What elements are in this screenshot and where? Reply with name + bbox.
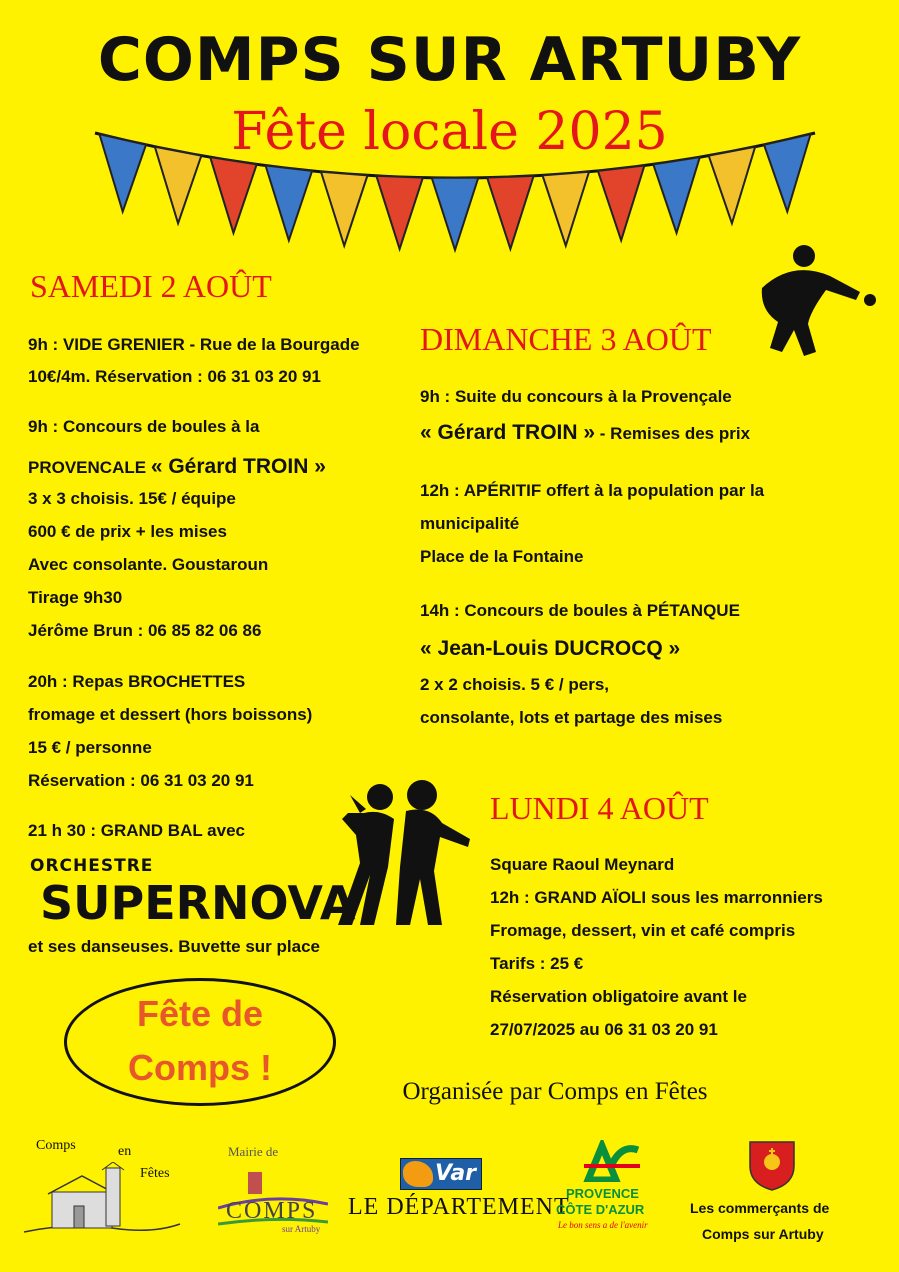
ca-line1: PROVENCE xyxy=(566,1186,639,1201)
sat-line-2: 10€/4m. Réservation : 06 31 03 20 91 xyxy=(28,367,321,386)
bunting-flag xyxy=(99,134,146,212)
sat-line-3: 9h : Concours de boules à la xyxy=(28,417,260,436)
fete-badge-line1: Fête de xyxy=(136,993,264,1034)
bunting-flag xyxy=(764,134,811,212)
mon-line-1: Square Raoul Meynard xyxy=(490,855,675,874)
coat-of-arms-icon xyxy=(748,1140,796,1192)
credit-agricole-logo xyxy=(552,1140,672,1240)
bunting-flag xyxy=(709,147,756,224)
sunday-heading: DIMANCHE 3 AOÛT xyxy=(420,321,712,357)
sun-line-4: municipalité xyxy=(420,514,520,533)
sat-gerard-troin: « Gérard TROIN » xyxy=(150,455,326,478)
cef-word-2: en xyxy=(118,1144,132,1159)
sat-line-11: fromage et dessert (hors boissons) xyxy=(28,705,313,724)
sun-line-5: Place de la Fontaine xyxy=(420,547,584,566)
sun-line-1: 9h : Suite du concours à la Provençale xyxy=(420,387,732,406)
mon-line-5: Réservation obligatoire avant le xyxy=(490,987,747,1006)
var-badge xyxy=(400,1158,482,1190)
petanque-player-icon xyxy=(752,240,882,360)
ca-slogan: Le bon sens a de l'avenir xyxy=(558,1220,648,1230)
comps-en-fetes-logo xyxy=(22,1132,192,1242)
sun-line-2 xyxy=(420,422,750,443)
sat-line-9: Jérôme Brun : 06 85 82 06 86 xyxy=(28,621,262,640)
sun-line-8: 2 x 2 choisis. 5 € / pers, xyxy=(420,675,609,694)
mon-line-3: Fromage, dessert, vin et café compris xyxy=(490,921,796,940)
sat-line-4 xyxy=(28,456,326,477)
commercants-line1: Les commerçants de xyxy=(690,1200,830,1216)
bunting-flag xyxy=(653,157,700,233)
var-departement-logo xyxy=(344,1156,570,1226)
sat-line-1: 9h : VIDE GRENIER - Rue de la Bourgade xyxy=(28,335,360,354)
bunting-flag xyxy=(487,176,534,249)
monday-heading: LUNDI 4 AOÛT xyxy=(490,790,709,826)
organised-by: Organisée par Comps en Fêtes xyxy=(402,1078,708,1105)
mairie-logo xyxy=(212,1140,332,1240)
mon-line-4: Tarifs : 25 € xyxy=(490,954,584,973)
poster-title: COMPS SUR ARTUBY xyxy=(97,25,802,95)
sat-line-5: 3 x 3 choisis. 15€ / équipe xyxy=(28,489,236,508)
bunting-flag xyxy=(543,172,590,246)
var-departement-text: LE DÉPARTEMENT xyxy=(348,1194,570,1220)
bunting-flag xyxy=(210,157,257,233)
sat-line-14: 21 h 30 : GRAND BAL avec xyxy=(28,821,245,840)
bunting-flags-icon xyxy=(90,128,820,278)
var-badge-text: Var xyxy=(435,1161,477,1186)
sat-line-12: 15 € / personne xyxy=(28,738,152,757)
bunting-flag xyxy=(155,147,202,224)
cef-word-1: Comps xyxy=(36,1138,76,1153)
sat-line-6: 600 € de prix + les mises xyxy=(28,522,227,541)
sat-line-7: Avec consolante. Goustaroun xyxy=(28,555,269,574)
poster-subtitle: Fête locale 2025 xyxy=(231,102,668,162)
orchestra-label: ORCHESTRE xyxy=(30,856,154,876)
mon-line-6: 27/07/2025 au 06 31 03 20 91 xyxy=(490,1020,718,1039)
sun-line-9: consolante, lots et partage des mises xyxy=(420,708,723,727)
sun-remises: - Remises des prix xyxy=(595,424,751,443)
ca-line2: CÔTE D'AZUR xyxy=(556,1202,645,1217)
mairie-line1: Mairie de xyxy=(228,1144,279,1159)
credit-agricole-icon xyxy=(582,1140,642,1182)
sun-line-7: « Jean-Louis DUCROCQ » xyxy=(420,637,681,660)
bunting-flag xyxy=(376,176,423,249)
sat-line-10: 20h : Repas BROCHETTES xyxy=(28,672,246,691)
commercants-line2: Comps sur Artuby xyxy=(702,1226,824,1242)
bunting-flag xyxy=(321,172,368,246)
mon-line-2: 12h : GRAND AÏOLI sous les marronniers xyxy=(490,888,823,907)
mairie-line3: sur Artuby xyxy=(282,1224,321,1234)
fete-badge-line2: Comps ! xyxy=(128,1047,272,1088)
sun-line-6: 14h : Concours de boules à PÉTANQUE xyxy=(420,601,740,620)
saturday-heading: SAMEDI 2 AOÛT xyxy=(30,268,272,304)
sat-line-8: Tirage 9h30 xyxy=(28,588,123,607)
bunting-flag xyxy=(598,166,645,241)
chapel-drawing-icon xyxy=(22,1162,182,1242)
cef-word-3: Fêtes xyxy=(140,1166,170,1181)
mairie-line2: COMPS xyxy=(226,1198,318,1224)
sat-line-15: et ses danseuses. Buvette sur place xyxy=(28,937,320,956)
var-map-icon xyxy=(403,1161,433,1187)
bunting-flag xyxy=(266,166,313,241)
commercants-logo xyxy=(684,1140,864,1250)
sun-gerard-troin: « Gérard TROIN » xyxy=(420,421,596,444)
sat-provencale: PROVENCALE xyxy=(28,458,147,477)
sat-line-13: Réservation : 06 31 03 20 91 xyxy=(28,771,254,790)
orchestra-name: SUPERNOVA xyxy=(40,876,356,930)
sun-line-3: 12h : APÉRITIF offert à la population par la xyxy=(420,481,765,500)
bunting-flag xyxy=(432,178,479,250)
